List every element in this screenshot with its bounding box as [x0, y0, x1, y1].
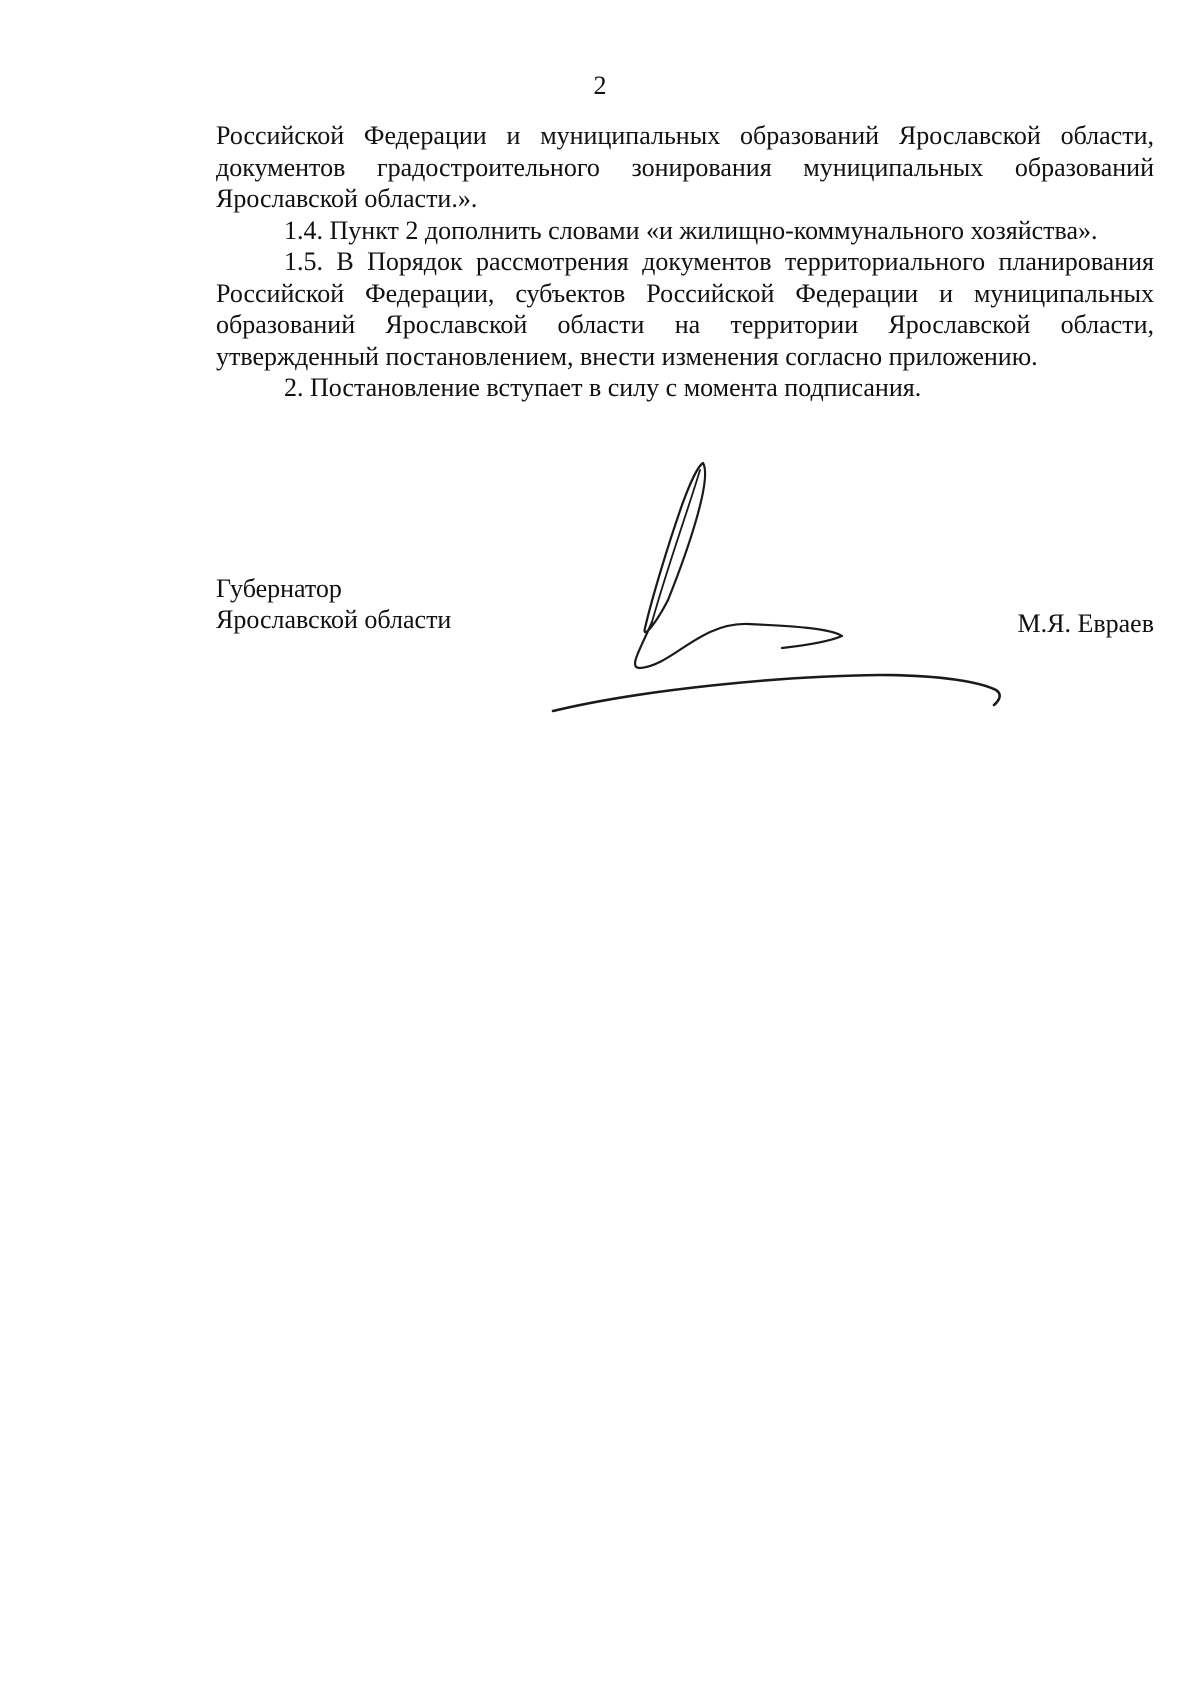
page-number: 2 — [593, 71, 607, 100]
paragraph-continuation: Российской Федерации и муниципальных образований Ярославской области, документов градостроительного зонирования муниципальных образований Ярославской области.». — [216, 121, 1154, 213]
signer-position — [216, 573, 451, 635]
signer-position-line1: Губернатор — [216, 574, 342, 603]
signature-loop-inner — [652, 470, 700, 622]
signature-loop — [645, 463, 706, 632]
document-body — [216, 120, 1154, 404]
signature-swoop — [635, 622, 842, 668]
paragraph-1-4: 1.4. Пункт 2 дополнить словами «и жилищно-коммунального хозяйства». — [284, 215, 1098, 245]
paragraph-1-5: 1.5. В Порядок рассмотрения документов территориального планирования Российской Федерации, субъектов Российской Федерации и муниципальных образований Ярославской области на территории Ярославской области, утвержденный постановлением, внести изменения согласно приложению. — [216, 247, 1154, 371]
signature-underline — [553, 675, 1000, 711]
paragraph-2: 2. Постановление вступает в силу с момента подписания. — [284, 373, 922, 402]
signer-position-line2: Ярославской области — [216, 605, 452, 634]
signer-name: М.Я. Евраев — [1017, 609, 1154, 638]
